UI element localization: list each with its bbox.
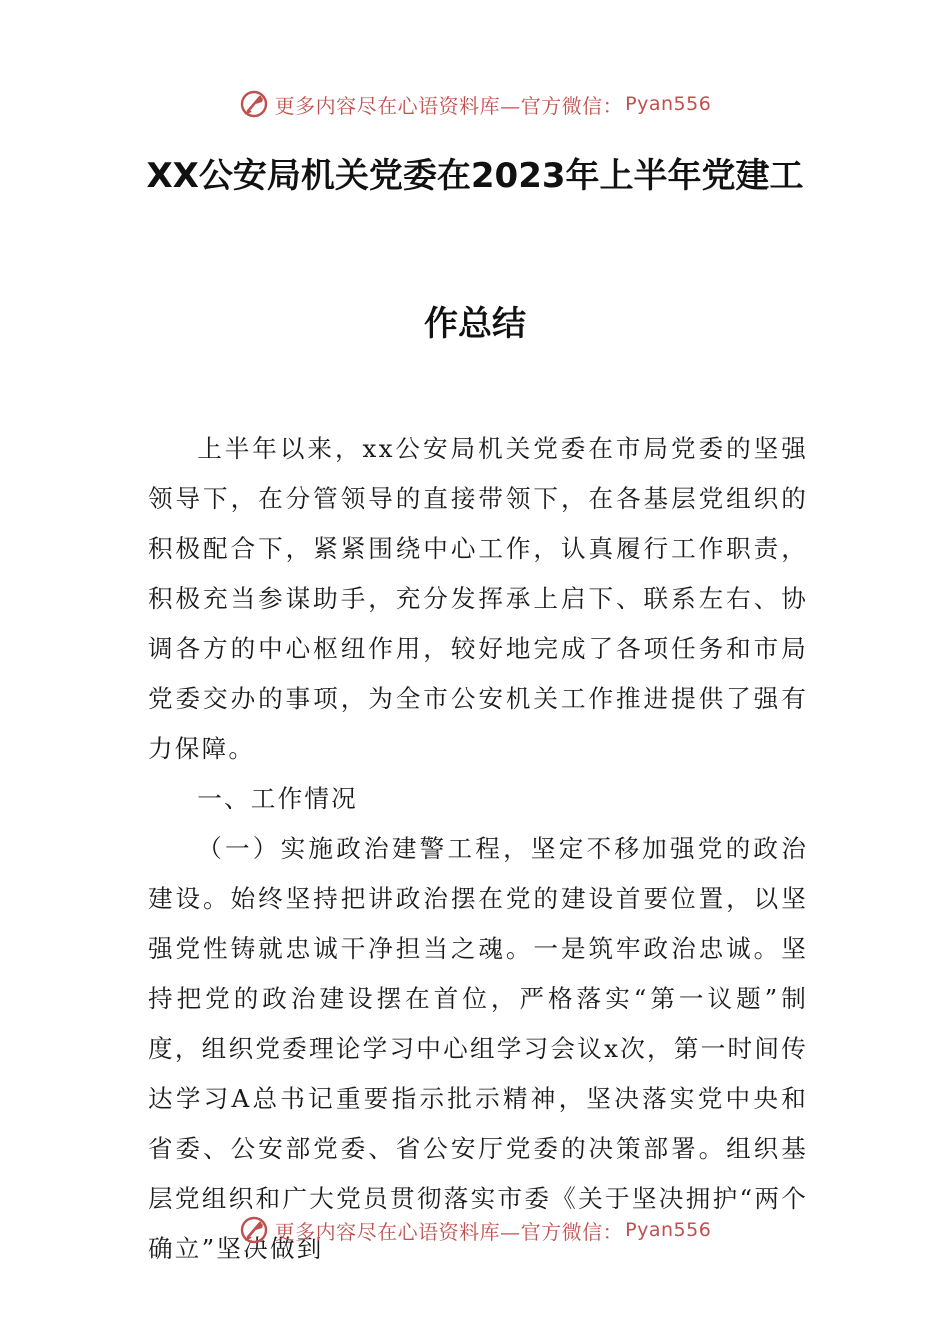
intro-paragraph: 上半年以来，xx公安局机关党委在市局党委的坚强领导下，在分管领导的直接带领下，在各基层党组织的积极配合下，紧紧围绕中心工作，认真履行工作职责，积极充当参谋助手，充分发挥承上启下、联系左右、协调各方的中心枢纽作用，较好地完成了各项任务和市局党委交办的事项，为全市公安机关工作推进提供了强有力保障。 <box>148 434 808 763</box>
quill-pen-seal-icon <box>239 89 269 119</box>
document-body <box>148 424 808 1274</box>
watermark-text: 更多内容尽在心语资料库—官方微信： <box>274 1219 624 1244</box>
watermark-text: 更多内容尽在心语资料库—官方微信： <box>274 93 624 118</box>
document-title-line-1: XX公安局机关党委在2023年上半年党建工 <box>146 156 804 196</box>
subsection-paragraph-1: （一）实施政治建警工程，坚定不移加强党的政治建设。始终坚持把讲政治摆在党的建设首要位置，以坚强党性铸就忠诚干净担当之魂。一是筑牢政治忠诚。坚持把党的政治建设摆在首位，严格落实“第一议题”制度，组织党委理论学习中心组学习会议x次，第一时间传达学习A总书记重要指示批示精神，坚决落实党中央和省委、公安部党委、省公安厅党委的决策部署。组织基层党组织和广大党员贯彻落实市委《关于坚决拥护“两个确立”坚决做到 <box>148 834 808 1263</box>
document-title-line-2: 作总结 <box>424 304 526 344</box>
watermark-wechat-id: Pyan556 <box>625 93 712 115</box>
quill-pen-seal-icon <box>239 1215 269 1245</box>
section-heading-work-status: 一、工作情况 <box>197 784 358 813</box>
watermark-banner-top <box>0 84 950 124</box>
watermark-wechat-id: Pyan556 <box>625 1219 712 1241</box>
watermark-banner-bottom <box>0 1210 950 1250</box>
